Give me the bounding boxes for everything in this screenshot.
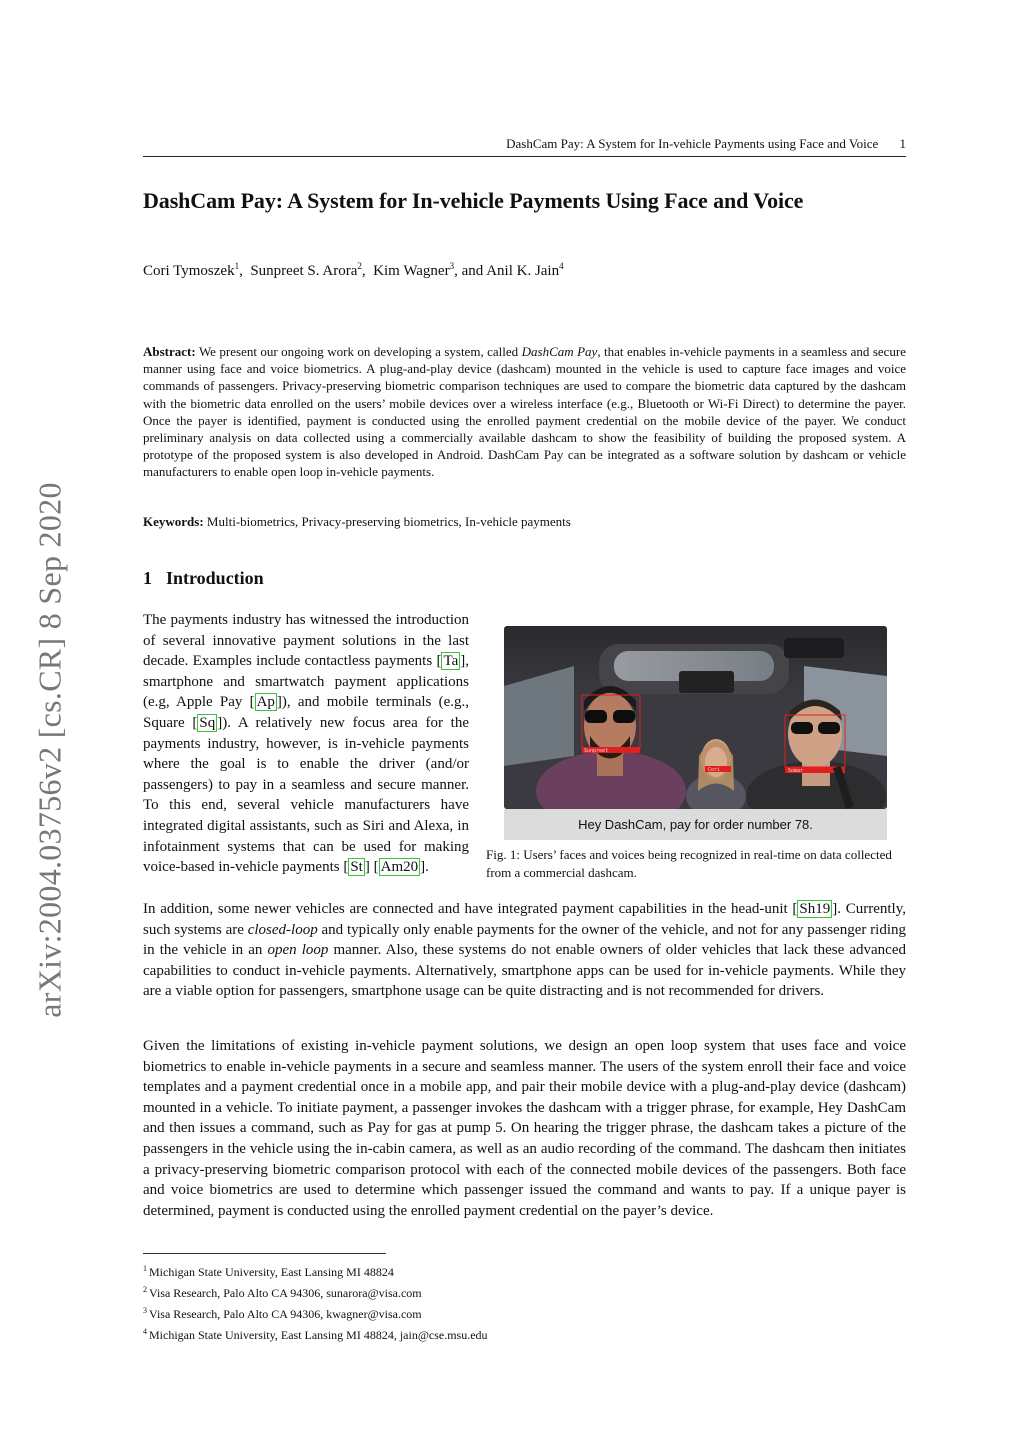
emphasis: closed-loop: [247, 921, 318, 938]
running-head-title: DashCam Pay: A System for In-vehicle Payments using Face and Voice: [506, 136, 879, 151]
body-text: and typically only enable payments for the owner of the vehicle, and not for any passenger riding in the vehicle in an: [143, 921, 906, 959]
author-name: Sunpreet S. Arora: [250, 263, 358, 279]
face-label: Cori: [708, 767, 721, 773]
citation-link[interactable]: Sh19: [799, 901, 831, 917]
author-name: Anil K. Jain: [486, 263, 560, 279]
intro-paragraph: [143, 610, 469, 878]
footnote-number: 3: [143, 1306, 147, 1315]
body-text: In addition, some newer vehicles are connected and have integrated payment capabilities in the head-unit [: [143, 901, 798, 917]
footnote-number: 2: [143, 1285, 147, 1294]
body-text: ], smartphone and smartwatch payment applications (e.g, Apple Pay [: [143, 653, 469, 711]
arxiv-id-text: arXiv:2004.03756v2 [cs.CR] 8 Sep 2020: [31, 482, 68, 1018]
body-text: ].: [420, 859, 429, 876]
footnote-text: Visa Research, Palo Alto CA 94306, sunarora@visa.com: [149, 1286, 422, 1300]
citation-link[interactable]: Sq: [199, 714, 216, 731]
citation-link[interactable]: Ta: [443, 653, 459, 670]
body-text: The payments industry has witnessed the introduction of several innovative payment solutions in the last decade. Examples include contactless payments [: [143, 612, 469, 670]
author-list: Cori Tymoszek$^1$, Sunpreet S. Arora$^2$, Kim Wagner$^3$, and Anil K. Jain$^4$: [143, 261, 564, 279]
keywords-text: Multi-biometrics, Privacy-preserving biometrics, In-vehicle payments: [206, 514, 571, 529]
section-number: 1: [143, 568, 152, 588]
abstract: [143, 343, 906, 481]
footnote-text: Michigan State University, East Lansing MI 48824: [149, 1265, 394, 1279]
body-text: ] [: [364, 859, 379, 876]
emphasis: open loop: [267, 942, 329, 959]
paper-title: DashCam Pay: A System for In-vehicle Payments Using Face and Voice: [143, 188, 804, 213]
keywords: [143, 514, 906, 530]
section-title: Introduction: [166, 568, 264, 588]
running-head: [143, 136, 906, 157]
system-name: DashCam Pay: [521, 344, 598, 359]
footnote: [143, 1260, 488, 1281]
dashcam-photo: [504, 626, 887, 809]
author-affil: 2: [357, 261, 362, 271]
author-name: Kim Wagner: [373, 263, 450, 279]
author-affil: 4: [559, 261, 564, 271]
footnotes: [143, 1260, 488, 1344]
footnote-number: 1: [143, 1264, 147, 1273]
keywords-label: Keywords:: [143, 514, 204, 529]
abstract-label: Abstract:: [143, 344, 196, 359]
citation-link[interactable]: Ap: [256, 694, 275, 711]
citation-link[interactable]: Am20: [380, 859, 419, 876]
footnote-text: Visa Research, Palo Alto CA 94306, kwagner@visa.com: [149, 1307, 422, 1321]
body-text: ]). A relatively new focus area for the payments industry, however, is in-vehicle payments where the goal is to enable the driver (and/or passengers) to pay in a seamless and secure manner. To this end, several vehicle manufacturers have integrated digital assistants, such as Siri and Alexa, in infotainment systems that can be used for making voice-based in-vehicle payments [: [143, 714, 469, 876]
author-affil: 3: [449, 261, 455, 271]
body-paragraph: Given the limitations of existing in-vehicle payment solutions, we design an open loop system that uses face and voice biometrics to enable in-vehicle payments in a secure and seamless manner. The users of the system enroll their face and voice templates and a payment credential once in a mobile app, and pair their mobile device with a plug-and-play device (dashcam) mounted in a vehicle. To initiate payment, a passenger invokes the dashcam with a trigger phrase, for example, Hey DashCam and then issues a command, such as Pay for gas at pump 5. On hearing the trigger phrase, the dashcam takes a picture of the passengers in the vehicle using the in-cabin camera, as well as an audio recording of the command. The dashcam then initiates a privacy-preserving biometric comparison protocol with each of the connected mobile devices of the passengers. Both face and voice biometrics are used to determine which passenger issued the command and wants to pay. If a unique payer is determined, payment is conducted using the enrolled payment credential on the payer’s device.: [143, 1038, 906, 1219]
body-text: manner. Also, these systems do not enable owners of older vehicles that lack these advanced capabilities to conduct in-vehicle payments. Alternatively, smartphone apps can be used for in-vehicle payments. While they are a viable option for passengers, smartphone usage can be quite distracting and is not recommended for drivers.: [143, 942, 906, 1000]
body-text: ]. Currently, such systems are: [143, 901, 907, 938]
speech-overlay-caption: Hey DashCam, pay for order number 78.: [504, 809, 887, 840]
author-affil: 1: [234, 261, 240, 271]
body-paragraph: [143, 899, 906, 1002]
footnote-number: 4: [143, 1327, 147, 1336]
figure-caption: Fig. 1: Users’ faces and voices being recognized in real-time on data collected from a commercial dashcam.: [486, 847, 892, 880]
footnote: [143, 1302, 488, 1323]
footnote: [143, 1281, 488, 1302]
footnote-text: Michigan State University, East Lansing MI 48824, jain@cse.msu.edu: [149, 1328, 488, 1342]
citation-link[interactable]: St: [350, 859, 363, 876]
figure-1: [504, 626, 887, 840]
footnote-divider: [143, 1253, 386, 1254]
page-number: 1: [899, 136, 906, 151]
author-name: Cori Tymoszek: [143, 263, 235, 279]
footnote: [143, 1323, 488, 1344]
section-heading: [143, 568, 264, 589]
face-label: Sunpreet: [584, 748, 609, 754]
face-label: Somar: [788, 768, 804, 774]
abstract-text: , that enables in-vehicle payments in a seamless and secure manner using face and voice biometrics. A plug-and-play device (dashcam) mounted in the vehicle is used to capture face images and voice commands of passengers. Privacy-preserving biometric comparison techniques are used to compare the biometric data captured by the dashcam with the biometric data enrolled on the users’ mobile devices over a wireless interface (e.g., Bluetooth or Wi-Fi Direct) to determine the payer. Once the payer is identified, payment is conducted using the enrolled payment credential on the mobile device of the payer. We conduct preliminary analysis on data collected using a commercially available dashcam to show the feasibility of building the proposed system. A prototype of the proposed system is also developed in Android. DashCam Pay can be integrated as a software solution by dashcam or vehicle manufacturers to enable open loop in-vehicle payments.: [143, 344, 907, 480]
abstract-text: We present our ongoing work on developing a system, called: [198, 344, 519, 359]
body-text: ]), and mobile terminals (e.g., Square [: [143, 694, 469, 731]
